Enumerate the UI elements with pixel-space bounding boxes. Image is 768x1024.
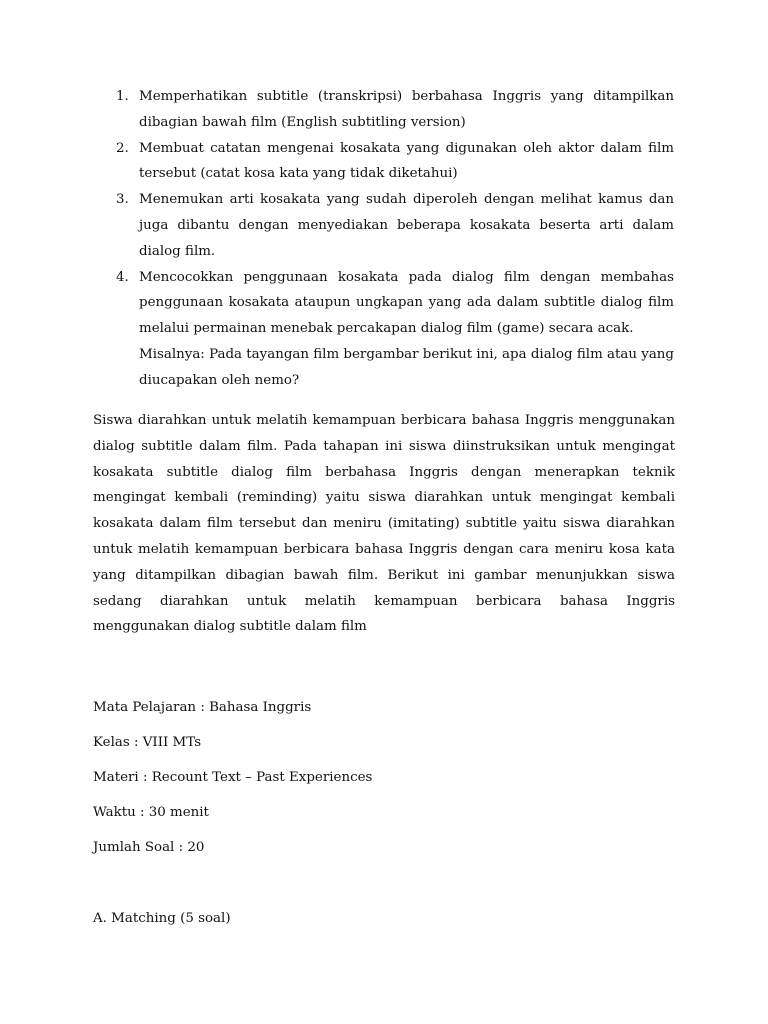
list-item-number: 1. [116, 89, 129, 104]
class-line: Kelas : VIII MTs [93, 735, 202, 750]
list-item-number: 3. [116, 192, 129, 208]
list-item [0, 136, 768, 188]
list-item-text: Menemukan arti kosakata yang sudah diperoleh dengan melihat kamus dan juga dibantu dengan menyediakan beberapa kosakata beserta arti dalam dialog film. [139, 192, 674, 259]
list-item [0, 84, 768, 136]
question-count-line: Jumlah Soal : 20 [93, 840, 205, 855]
subject-line: Mata Pelajaran : Bahasa Inggris [93, 700, 312, 715]
list-item-number: 2. [116, 140, 129, 156]
list-item [0, 187, 768, 264]
list-item-text: Membuat catatan mengenai kosakata yang digunakan oleh aktor dalam film tersebut (catat kosa kata yang tidak diketahui) [139, 140, 674, 182]
list-item-example: Misalnya: Pada tayangan film bergambar berikut ini, apa dialog film atau yang diucapakan oleh nemo? [139, 346, 674, 388]
list-item-number: 4. [116, 269, 129, 285]
body-paragraph: Siswa diarahkan untuk melatih kemampuan berbicara bahasa Inggris menggunakan dialog subtitle dalam film. Pada tahapan ini siswa diinstruksikan untuk mengingat kosakata subtitle dialog film berbahasa Inggris dengan menerapkan teknik mengingat kembali (reminding) yaitu siswa diarahkan untuk mengingat kembali kosakata dalam film tersebut dan meniru (imitating) subtitle yaitu siswa diarahkan untuk melatih kemampuan berbicara bahasa Inggris dengan cara meniru kosa kata yang ditampilkan dibagian bawah film. Berikut ini gambar menunjukkan siswa sedang diarahkan untuk melatih kemampuan berbicara bahasa Inggris menggunakan dialog subtitle dalam film [93, 413, 675, 635]
steps-list [0, 84, 768, 394]
time-line: Waktu : 30 menit [93, 805, 209, 820]
section-heading: A. Matching (5 soal) [93, 911, 231, 926]
list-item-text: Mencocokkan penggunaan kosakata pada dialog film dengan membahas penggunaan kosakata ataupun ungkapan yang ada dalam subtitle dialog film melalui permainan menebak percakapan dialog film (game) secara acak. [139, 269, 674, 337]
list-item-text: Memperhatikan subtitle (transkripsi) berbahasa Inggris yang ditampilkan dibagian bawah film (English subtitling version) [139, 89, 674, 130]
material-line: Materi : Recount Text – Past Experiences [93, 770, 373, 785]
list-item [0, 265, 768, 394]
